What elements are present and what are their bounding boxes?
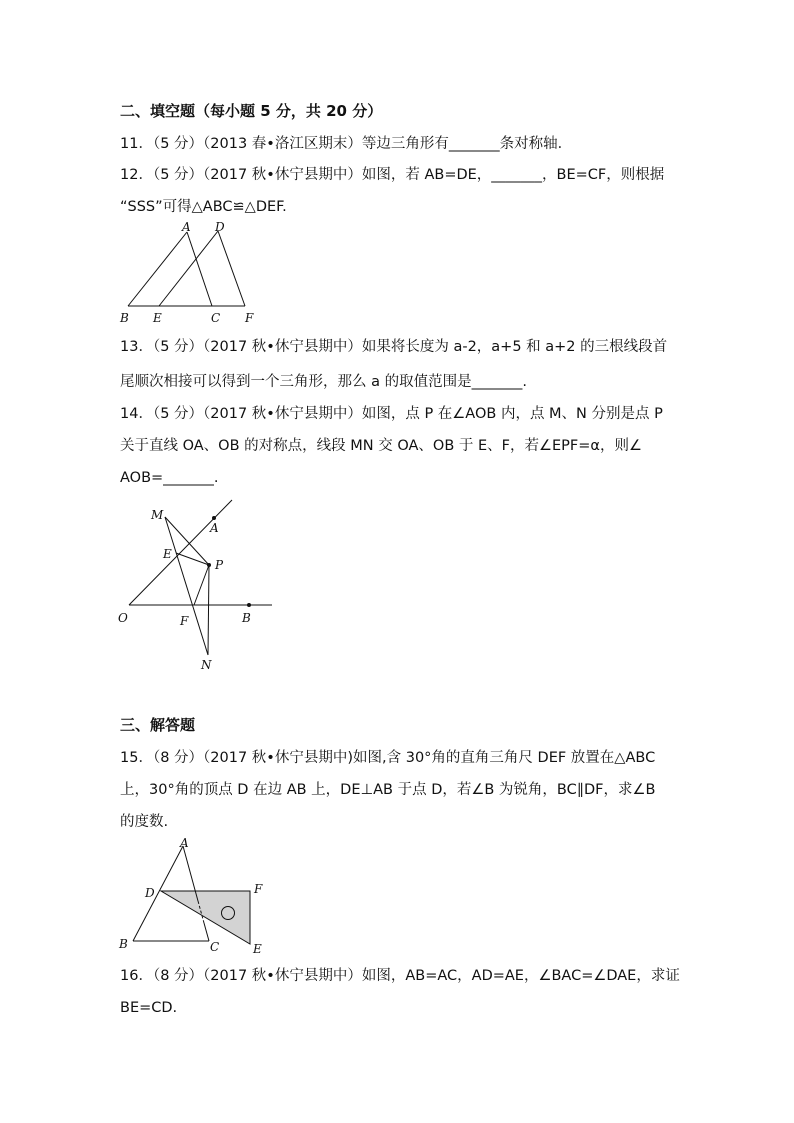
point-a xyxy=(212,516,216,520)
label-f: F xyxy=(254,882,263,896)
label-f: F xyxy=(180,614,189,628)
question-14-text-line3: AOB=_______. xyxy=(120,470,219,486)
label-d: D xyxy=(215,220,225,234)
ray-oa xyxy=(129,500,232,605)
label-a: A xyxy=(182,220,191,234)
label-e: E xyxy=(153,311,162,325)
point-b xyxy=(247,603,251,607)
label-a: A xyxy=(180,836,189,850)
segment-ac-lower xyxy=(204,923,209,941)
label-b: B xyxy=(119,937,128,951)
question-13-text-line2: 尾顺次相接可以得到一个三角形，那么 a 的取值范围是_______. xyxy=(120,374,527,390)
label-e: E xyxy=(163,547,172,561)
segment-df xyxy=(218,231,245,306)
label-m: M xyxy=(151,508,164,522)
section3-heading: 三、解答题 xyxy=(120,716,196,734)
question-13-text-line1: 13．（5 分）（2017 秋•休宁县期中）如果将长度为 a-2，a+5 和 a+2 的三根线段首 xyxy=(120,339,668,355)
figure-q14 xyxy=(112,495,282,680)
question-16-text-line2: BE=CD. xyxy=(120,1000,178,1016)
segment-pf xyxy=(194,565,209,605)
point-p xyxy=(207,563,211,567)
label-b: B xyxy=(120,311,129,325)
question-15-text-line3: 的度数. xyxy=(120,814,169,830)
question-12-text-line1: 12．（5 分）（2017 秋•休宁县期中）如图，若 AB=DE，_______，BE=CF，则根据 xyxy=(120,167,665,183)
question-12-text-line2: “SSS”可得△ABC≌△DEF. xyxy=(120,199,287,215)
label-c: C xyxy=(211,311,221,325)
segment-pn xyxy=(208,565,209,655)
segment-ab xyxy=(128,232,187,306)
question-15-text-line2: 上，30°角的顶点 D 在边 AB 上，DE⊥AB 于点 D，若∠B 为锐角，BC∥DF，求∠B xyxy=(120,782,656,798)
label-e: E xyxy=(253,942,262,956)
label-a: A xyxy=(210,521,219,535)
label-b: B xyxy=(242,611,251,625)
triangle-ruler-def xyxy=(161,891,250,944)
label-p: P xyxy=(215,558,224,572)
label-f: F xyxy=(245,311,254,325)
question-14-text-line1: 14．（5 分）（2017 秋•休宁县期中）如图，点 P 在∠AOB 内，点 M、N 分别是点 P xyxy=(120,406,663,422)
question-11-text: 11．（5 分）（2013 春•洛江区期末）等边三角形有_______条对称轴． xyxy=(120,136,573,152)
label-c: C xyxy=(210,940,220,954)
figure-q12 xyxy=(112,218,262,328)
question-16-text-line1: 16．（8 分）（2017 秋•休宁县期中）如图，AB=AC，AD=AE，∠BAC=∠DAE，求证 xyxy=(120,968,680,984)
label-d: D xyxy=(145,886,155,900)
figure-q15 xyxy=(112,835,272,960)
section2-heading: 二、填空题（每小题 5 分，共 20 分） xyxy=(120,102,383,120)
question-14-text-line2: 关于直线 OA、OB 的对称点，线段 MN 交 OA、OB 于 E、F，若∠EPF=α，则∠ xyxy=(120,438,642,454)
label-o: O xyxy=(118,611,128,625)
segment-de xyxy=(159,231,218,306)
question-15-text-line1: 15．（8 分）（2017 秋•休宁县期中)如图,含 30°角的直角三角尺 DEF 放置在△ABC xyxy=(120,750,656,766)
label-n: N xyxy=(201,658,212,672)
